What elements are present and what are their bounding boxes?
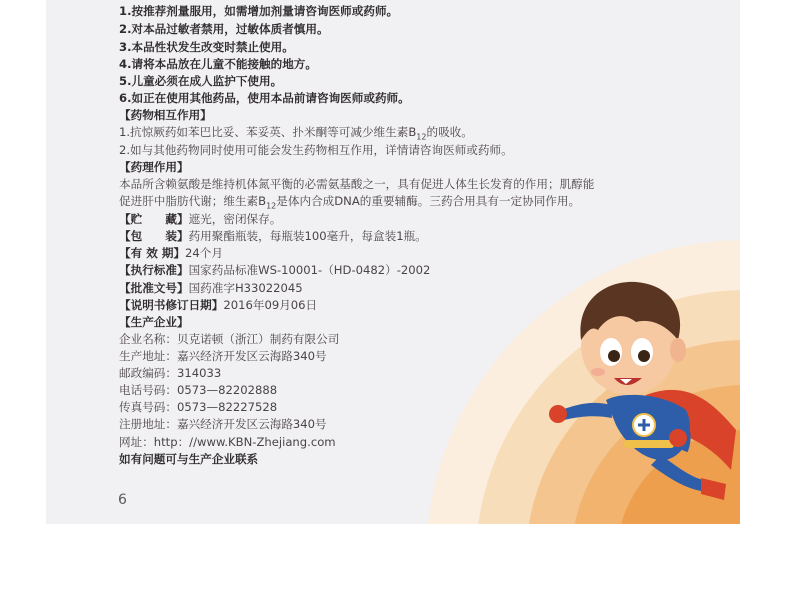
precaution-6: 6.如正在使用其他药品，使用本品前请咨询医师或药师。 bbox=[119, 91, 410, 105]
field-standard: 【执行标准】国家药品标准WS-10001-（HD-0482）-2002 bbox=[119, 263, 431, 277]
manufacturer-registered-address: 注册地址：嘉兴经济开发区云海路340号 bbox=[119, 417, 327, 431]
mascot-ear bbox=[670, 338, 686, 362]
precaution-2: 2.对本品过敏者禁用，过敏体质者慎用。 bbox=[119, 22, 329, 36]
precaution-3: 3.本品性状发生改变时禁止使用。 bbox=[119, 40, 294, 54]
leaflet-page bbox=[46, 0, 740, 524]
interaction-line-2: 2.如与其他药物同时使用可能会发生药物相互作用，详情请咨询医师或药师。 bbox=[119, 143, 513, 157]
precaution-1: 1.按推荐剂量服用，如需增加剂量请咨询医师或药师。 bbox=[119, 4, 399, 18]
mascot-fist-right bbox=[669, 429, 687, 447]
field-package: 【包 装】药用聚酯瓶装，每瓶装100毫升，每盒装1瓶。 bbox=[119, 229, 427, 243]
manufacturer-address: 生产地址：嘉兴经济开发区云海路340号 bbox=[119, 349, 327, 363]
mascot-pupil-left bbox=[608, 350, 620, 362]
interaction-line-1: 1.抗惊厥药如苯巴比妥、苯妥英、扑米酮等可减少维生素$B_{12}$的吸收。 bbox=[119, 125, 473, 142]
field-shelf-life: 【有 效 期】24个月 bbox=[119, 246, 223, 260]
manufacturer-phone: 电话号码：0573—82202888 bbox=[119, 383, 278, 397]
precaution-4: 4.请将本品放在儿童不能接触的地方。 bbox=[119, 57, 317, 71]
page-number: 6 bbox=[118, 492, 127, 508]
pharmacology-line-1: 本品所含赖氨酸是维持机体氮平衡的必需氨基酸之一，具有促进人体生长发育的作用；肌醇能 bbox=[119, 177, 595, 191]
field-revision-date: 【说明书修订日期】2016年09月06日 bbox=[119, 298, 318, 312]
mascot-belt bbox=[624, 440, 674, 448]
pharmacology-line-2: 促进肝中脂肪代谢；维生素$B_{12}$是体内合成DNA的重要辅酶。三药合用具有一定协同作用。 bbox=[119, 194, 581, 211]
field-storage: 【贮 藏】遮光，密闭保存。 bbox=[119, 212, 282, 226]
interaction-heading: 【药物相互作用】 bbox=[119, 108, 212, 122]
manufacturer-postcode: 邮政编码：314033 bbox=[119, 366, 222, 380]
contact-note: 如有问题可与生产企业联系 bbox=[119, 452, 259, 466]
mascot-cheek bbox=[591, 368, 605, 376]
field-approval-number: 【批准文号】国药准字H33022045 bbox=[119, 281, 303, 295]
manufacturer-heading: 【生产企业】 bbox=[119, 315, 189, 329]
manufacturer-name: 企业名称：贝克诺顿（浙江）制药有限公司 bbox=[119, 332, 340, 346]
precaution-5: 5.儿童必须在成人监护下使用。 bbox=[119, 74, 283, 88]
mascot-pupil-right bbox=[638, 350, 650, 362]
pharmacology-heading: 【药理作用】 bbox=[119, 160, 189, 174]
manufacturer-website: 网址：http：//www.KBN-Zhejiang.com bbox=[119, 435, 336, 449]
mascot-fist-left bbox=[549, 405, 567, 423]
manufacturer-fax: 传真号码：0573—82227528 bbox=[119, 400, 278, 414]
